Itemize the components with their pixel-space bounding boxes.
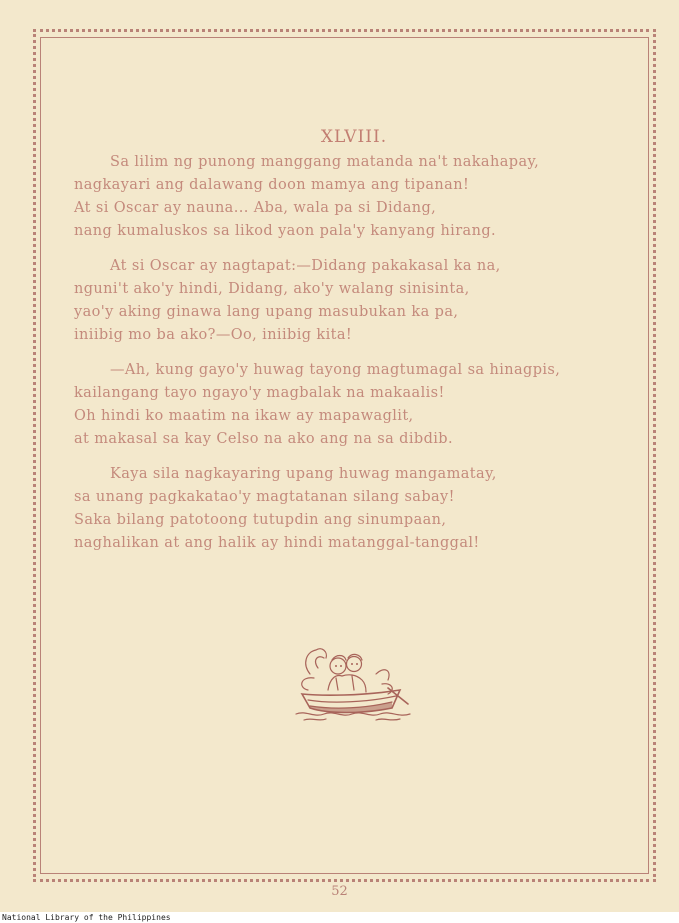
- stanza-1-line-3: At si Oscar ay nauna... Aba, wala pa si Didang,: [74, 200, 437, 216]
- footer-credit: National Library of the Philippines: [0, 912, 679, 923]
- stanza-3-line-3: Oh hindi ko maatim na ikaw ay mapawaglit,: [74, 408, 414, 424]
- stanza-2-line-3: yao'y aking ginawa lang upang masubukan ka pa,: [74, 304, 459, 320]
- stanza-4-line-2: sa unang pagkakatao'y magtatanan silang sabay!: [74, 489, 455, 505]
- poem: [74, 126, 634, 567]
- stanza-2-line-1: At si Oscar ay nagtapat:—Didang pakakasal ka na,: [110, 258, 501, 274]
- stanza-3-line-2: kailangang tayo ngayo'y magbalak na makaalis!: [74, 385, 445, 401]
- poem-title: XLVIII.: [320, 127, 388, 147]
- stanza-1-line-4: nang kumaluskos sa likod yaon pala'y kanyang hirang.: [74, 223, 497, 239]
- couple-in-boat-icon: [292, 644, 414, 724]
- stanza-2-line-2: nguni't ako'y hindi, Didang, ako'y walang sinisinta,: [74, 281, 470, 297]
- stanza-2: [74, 255, 634, 347]
- stanza-1: [74, 151, 634, 243]
- stanza-1-line-2: nagkayari ang dalawang doon mamya ang tipanan!: [74, 177, 470, 193]
- stanza-3-line-4: at makasal sa kay Celso na ako ang na sa dibdib.: [74, 431, 453, 447]
- stanza-4: [74, 463, 634, 555]
- stanza-3-line-1: —Ah, kung gayo'y huwag tayong magtumagal sa hinagpis,: [110, 362, 561, 378]
- stanza-4-line-3: Saka bilang patotoong tutupdin ang sinumpaan,: [74, 512, 447, 528]
- page-number: 52: [331, 884, 348, 899]
- stanza-4-line-4: naghalikan at ang halik ay hindi matanggal-tanggal!: [74, 535, 480, 551]
- stanza-2-line-4: iniibig mo ba ako?—Oo, iniibig kita!: [74, 327, 353, 343]
- stanza-3: [74, 359, 634, 451]
- stanza-1-line-1: Sa lilim ng punong manggang matanda na't nakahapay,: [110, 154, 540, 170]
- stanza-4-line-1: Kaya sila nagkayaring upang huwag mangamatay,: [110, 466, 497, 482]
